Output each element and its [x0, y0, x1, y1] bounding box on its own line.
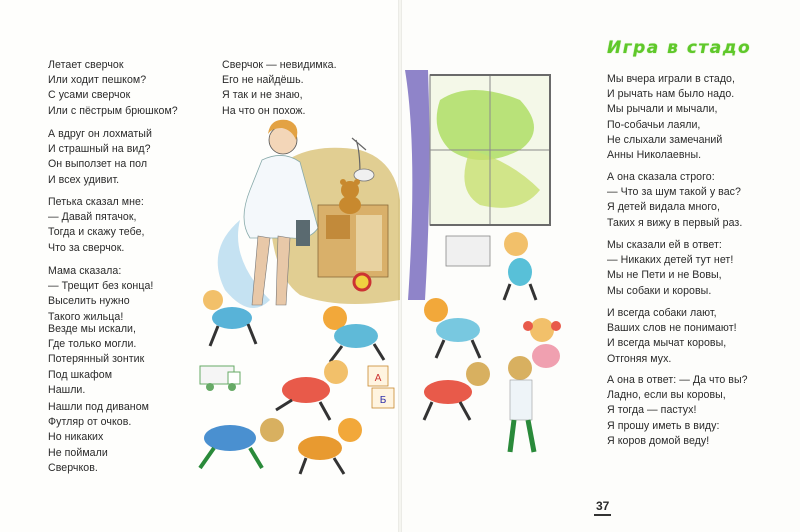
poem-line: Я тогда — пастух!: [607, 404, 697, 417]
poem-line: На что он похож.: [222, 104, 306, 117]
crawling-child: [323, 306, 384, 362]
poem-line: А она в ответ: — Да что вы?: [607, 374, 748, 386]
poem-line: А вдруг он лохматый: [48, 128, 152, 140]
poem-line: Мама сказала:: [48, 265, 122, 277]
poem-line: — Что за шум такой у вас?: [607, 186, 741, 199]
window: [430, 75, 550, 225]
poem-title: Игра в стадо: [607, 38, 752, 58]
poem-line: И всех удивит.: [48, 173, 120, 186]
page-number: 37: [594, 500, 611, 516]
ball: [354, 274, 370, 290]
poem-line: Или с пёстрым брюшком?: [48, 104, 178, 117]
crawling-child: [298, 418, 362, 474]
poem-line: Не слыхали замечаний: [607, 133, 723, 146]
poem-line: Таких я вижу в первый раз.: [607, 216, 743, 229]
stanza-right-3: [607, 238, 733, 299]
poem-line: Везде мы искали,: [48, 323, 137, 335]
crawling-child: [200, 418, 284, 468]
poem-line: Потерянный зонтик: [48, 353, 145, 366]
poem-line: — Давай пятачок,: [48, 211, 137, 224]
poem-line: Я так и не знаю,: [222, 89, 303, 102]
stanza-left-2: [48, 127, 152, 188]
poem-line: Нашли под диваном: [48, 401, 149, 413]
poem-line: А она сказала строго:: [607, 171, 715, 183]
poem-line: Или ходит пешком?: [48, 74, 147, 87]
block-letter-b: Б: [379, 395, 387, 406]
stanza-left-1: [48, 58, 178, 119]
stanza-right-4: [607, 306, 737, 367]
poem-line: Летает сверчок: [48, 59, 124, 71]
poem-line: Нашли.: [48, 383, 86, 396]
poem-line: И страшный на вид?: [48, 143, 151, 156]
stanza-right-5: [607, 373, 748, 449]
crawling-child: [424, 298, 480, 358]
poem-line: Я коров домой веду!: [607, 434, 710, 447]
poem-line: Сверчков.: [48, 461, 98, 474]
stanza-right-2: [607, 170, 742, 231]
poem-line: И всегда мычат коровы,: [607, 337, 727, 350]
radiator: [446, 236, 490, 266]
child-standing: [508, 356, 534, 452]
poem-line: Мы рычали и мычали,: [607, 103, 718, 116]
crawling-child: [276, 360, 348, 420]
poem-line: Я прошу иметь в виду:: [607, 419, 720, 432]
poem-line: Под шкафом: [48, 368, 113, 381]
poem-line: Что за сверчок.: [48, 241, 125, 254]
letter-blocks: [368, 366, 394, 408]
poem-line: Мы не Пети и не Вовы,: [607, 269, 722, 282]
crawling-child: [424, 362, 490, 420]
poem-line: И всегда собаки лают,: [607, 307, 717, 319]
poem-line: Выселить нужно: [48, 295, 130, 308]
poem-line: Анны Николаевны.: [607, 149, 702, 162]
poem-line: Ладно, если вы коровы,: [607, 389, 726, 402]
block-letter-a: А: [374, 373, 382, 384]
stanza-left-top: [222, 58, 337, 119]
poem-line: Ваших слов не понимают!: [607, 322, 737, 335]
poem-line: Футляр от очков.: [48, 416, 132, 429]
poem-line: Отгоняя мух.: [607, 352, 672, 365]
poem-line: Он выползет на пол: [48, 158, 148, 171]
poem-line: Петька сказал мне:: [48, 196, 144, 208]
stanza-left-3: [48, 195, 145, 256]
stanza-left-6: [48, 400, 149, 476]
poem-line: Сверчок — невидимка.: [222, 59, 337, 71]
poem-line: Я детей видала много,: [607, 201, 720, 214]
toy-truck: [200, 366, 240, 391]
stanza-left-4: [48, 264, 153, 325]
stanza-left-5: [48, 322, 144, 398]
poem-line: — Трещит без конца!: [48, 280, 154, 293]
stanza-right-1: [607, 72, 735, 163]
poem-line: Не поймали: [48, 446, 108, 459]
curtain: [405, 70, 429, 300]
poem-line: По-собачьи лаяли,: [607, 118, 701, 131]
poem-line: Где только могли.: [48, 338, 137, 351]
poem-line: Мы сказали ей в ответ:: [607, 239, 722, 251]
poem-line: Мы собаки и коровы.: [607, 284, 712, 297]
poem-line: Тогда и скажу тебе,: [48, 226, 145, 239]
poem-line: — Никаких детей тут нет!: [607, 254, 734, 267]
poem-line: Мы вчера играли в стадо,: [607, 73, 735, 85]
poem-line: Такого жильца!: [48, 310, 124, 323]
poem-line: Его не найдёшь.: [222, 74, 304, 87]
poem-line: С усами сверчок: [48, 89, 131, 102]
child-standing: [504, 232, 536, 300]
poem-line: И рычать нам было надо.: [607, 88, 735, 101]
poem-line: Но никаких: [48, 431, 104, 444]
